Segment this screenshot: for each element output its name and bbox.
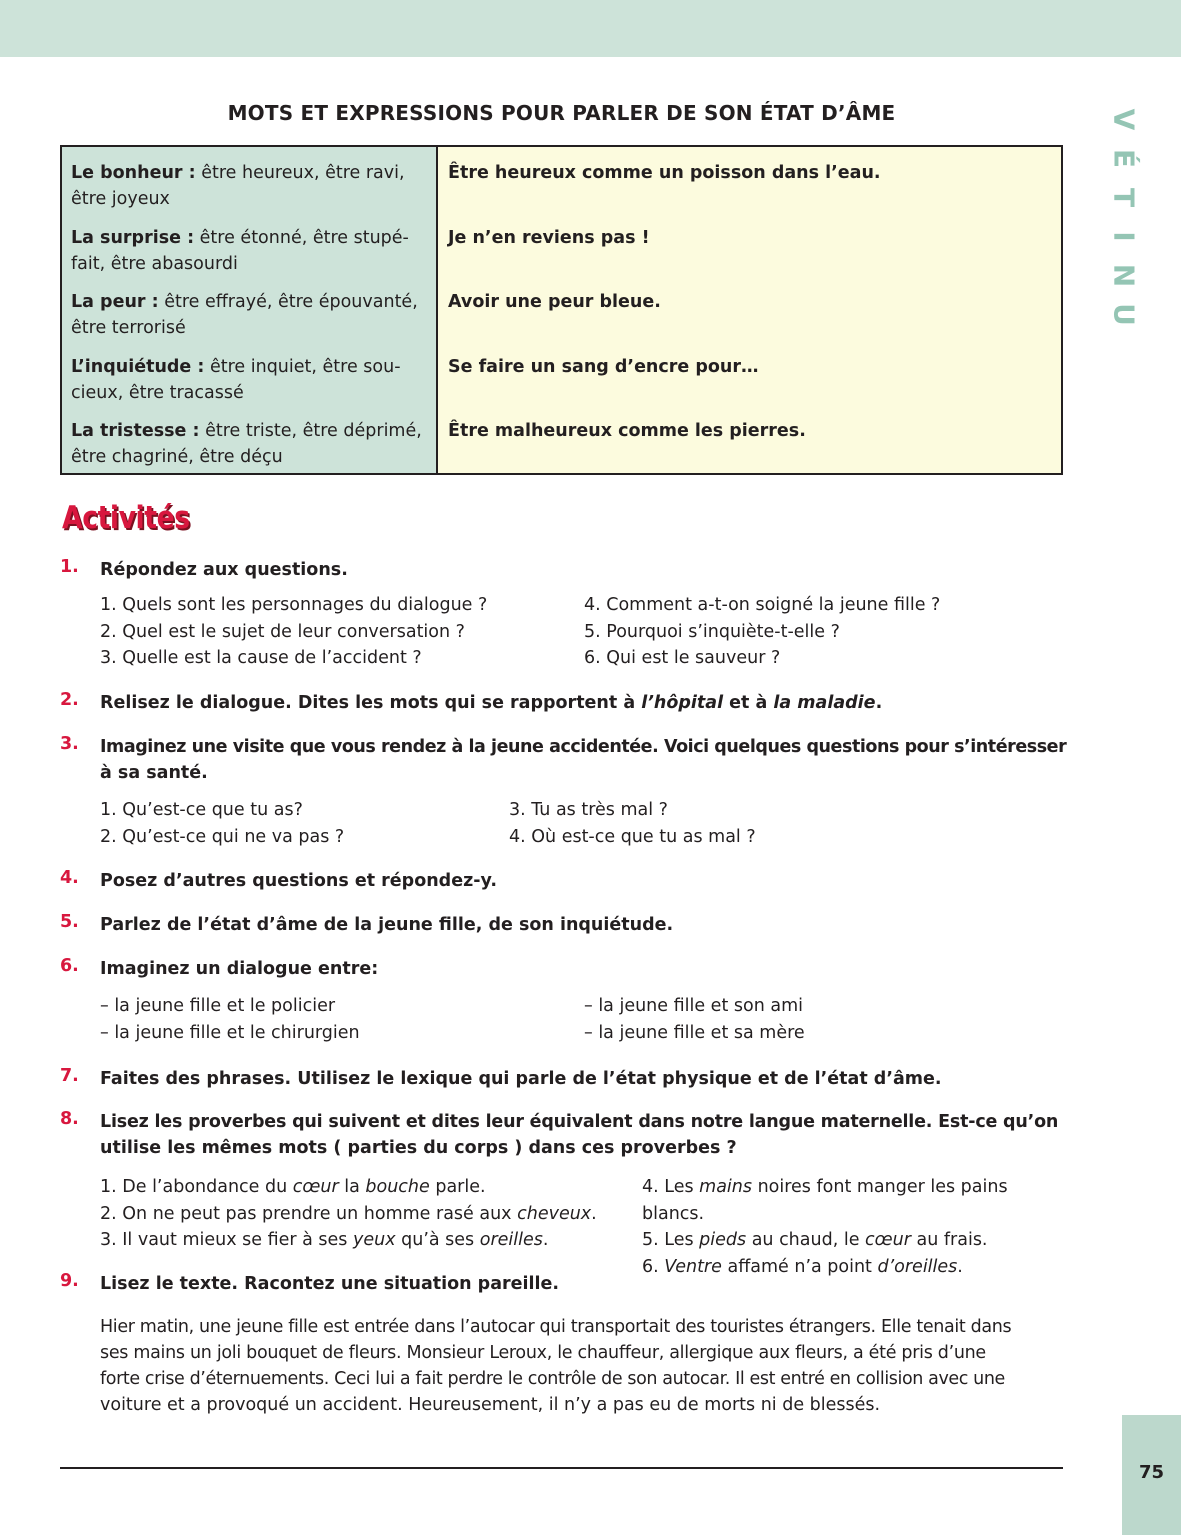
term: La peur : (71, 292, 159, 312)
emphasis: yeux (352, 1230, 396, 1250)
vocab-title: MOTS ET EXPRESSIONS POUR PARLER DE SON ÉTAT D’ÂME (227, 101, 896, 125)
pair: – la jeune fille et le policier (100, 996, 336, 1016)
activity-instruction (100, 1109, 1065, 1161)
definition: être inquiet, être sou- (204, 356, 401, 377)
term: Le bonheur : (71, 163, 196, 183)
definition: être joyeux (71, 189, 170, 209)
side-letter: V (1107, 108, 1141, 131)
definition: cieux, être tracassé (71, 382, 244, 403)
text: 2. On ne peut pas prendre un homme rasé aux (100, 1203, 518, 1224)
definition: être triste, être déprimé, (199, 421, 422, 441)
footer-rule (60, 1467, 1063, 1469)
text: . (542, 1230, 549, 1250)
emphasis: Ventre (664, 1256, 722, 1277)
question: 1. Qu’est-ce que tu as? (100, 800, 303, 820)
activity-instruction: Posez d’autres questions et répondez-y. (100, 871, 497, 891)
vocab-term-row (71, 418, 428, 483)
pair: – la jeune fille et son ami (584, 996, 803, 1016)
question: 3. Quelle est la cause de l’accident ? (100, 648, 422, 668)
definition: fait, être abasourdi (71, 253, 238, 274)
expression: Se faire un sang d’encre pour… (448, 356, 759, 377)
question: 5. Pourquoi s’inquiète-t-elle ? (584, 621, 840, 642)
question: 6. Qui est le sauveur ? (584, 648, 781, 668)
proverb-column (642, 1174, 1065, 1280)
proverb (642, 1174, 1065, 1227)
vocab-term-row (71, 225, 428, 290)
activity-number: 2. (60, 690, 79, 710)
activity-number: 9. (60, 1271, 79, 1291)
activity-instruction (100, 690, 1065, 716)
vocab-table (60, 145, 1063, 475)
definition: être effrayé, être épouvanté, (158, 292, 418, 312)
definition: être terrorisé (71, 318, 186, 338)
emphasis: d’oreilles (877, 1256, 958, 1277)
text: Relisez le dialogue. Dites les mots qui se rapportent à (100, 693, 642, 713)
proverb (100, 1201, 597, 1228)
emphasis: mains (699, 1177, 752, 1197)
activity-number: 7. (60, 1066, 79, 1086)
side-letter: I (1107, 231, 1141, 242)
activity-instruction (100, 734, 1065, 786)
text: affamé n’a point (721, 1256, 878, 1277)
emphasis: bouche (365, 1177, 430, 1197)
side-letter: T (1107, 187, 1141, 208)
text: 1. De l’abondance du (100, 1177, 293, 1197)
vocab-terms-column (62, 147, 438, 473)
proverb (100, 1227, 597, 1254)
text: . (591, 1203, 597, 1224)
vocab-term-row (71, 354, 428, 419)
text: qu’à ses (395, 1230, 480, 1250)
question: 2. Quel est le sujet de leur conversation ? (100, 621, 465, 642)
text: . (875, 693, 883, 713)
activity-number: 5. (60, 912, 79, 932)
expression: Être heureux comme un poisson dans l’eau. (448, 163, 881, 183)
text: 4. Les (642, 1177, 700, 1197)
text: . (957, 1256, 963, 1277)
proverb (642, 1227, 1065, 1254)
text: 6. (642, 1256, 665, 1277)
definition: être étonné, être stupé- (194, 227, 409, 248)
term: La tristesse : (71, 421, 200, 441)
text: utilise les mêmes mots ( parties du corps ) dans ces proverbes ? (100, 1138, 737, 1158)
activity-instruction: Lisez le texte. Racontez une situation pareille. (100, 1274, 560, 1294)
emphasis: cœur (865, 1230, 911, 1250)
paragraph-line: voiture et a provoqué un accident. Heureusement, il n’y a pas eu de morts ni de blessés. (100, 1395, 881, 1415)
question-column (584, 592, 940, 672)
question: 1. Quels sont les personnages du dialogue ? (100, 595, 488, 615)
activity-instruction: Parlez de l’état d’âme de la jeune fille, de son inquiétude. (100, 915, 674, 935)
emphasis: cœur (292, 1177, 339, 1197)
vocab-expressions-column (438, 147, 1061, 473)
paragraph-line: Hier matin, une jeune fille est entrée dans l’autocar qui transportait des touristes étrangers. Elle tenait dans (100, 1317, 1012, 1337)
emphasis: cheveux (517, 1203, 592, 1224)
emphasis: oreilles (479, 1230, 543, 1250)
text: au chaud, le (746, 1230, 866, 1250)
definition: être heureux, être ravi, (195, 163, 405, 183)
reading-paragraph (100, 1314, 1065, 1418)
proverb-column (100, 1174, 597, 1254)
question-column (100, 592, 487, 672)
paragraph-line: forte crise d’éternuements. Ceci lui a fait perdre le contrôle de son autocar. Il est entré en collision avec une (100, 1369, 1005, 1389)
top-banner (0, 0, 1181, 57)
emphasis: l’hôpital (641, 693, 724, 713)
question-column (509, 797, 756, 850)
activity-instruction: Imaginez un dialogue entre: (100, 959, 379, 979)
pair: – la jeune fille et le chirurgien (100, 1022, 360, 1043)
side-letter: É (1107, 148, 1141, 169)
text: et à (723, 693, 774, 713)
vocab-term-row (71, 289, 428, 354)
text: parle. (429, 1177, 486, 1197)
question-column (100, 797, 344, 850)
activity-instruction: Faites des phrases. Utilisez le lexique qui parle de l’état physique et de l’état d’âme. (100, 1069, 942, 1089)
pair-column (584, 993, 805, 1046)
activity-number: 8. (60, 1109, 79, 1129)
expression: Avoir une peur bleue. (448, 292, 661, 312)
activity-number: 3. (60, 734, 79, 754)
activity-number: 1. (60, 557, 79, 577)
text: Imaginez une visite que vous rendez à la jeune accidentée. Voici quelques questions pour s’intéresser (100, 737, 1067, 757)
activity-number: 6. (60, 956, 79, 976)
text: à sa santé. (100, 763, 208, 783)
text: 3. Il vaut mieux se fier à ses (100, 1230, 353, 1250)
text: noires font manger les pains blancs. (642, 1177, 1008, 1224)
question: 2. Qu’est-ce qui ne va pas ? (100, 826, 345, 847)
text: 5. Les (642, 1230, 700, 1250)
vocab-term-row (71, 160, 428, 225)
expression: Je n’en reviens pas ! (448, 227, 650, 248)
emphasis: pieds (699, 1230, 747, 1250)
term: La surprise : (71, 227, 195, 248)
activity-instruction: Répondez aux questions. (100, 560, 348, 580)
definition: être chagriné, être déçu (71, 447, 283, 467)
paragraph-line: ses mains un joli bouquet de fleurs. Monsieur Leroux, le chauffeur, allergique aux fleurs, a été pris d’une (100, 1343, 986, 1363)
term: L’inquiétude : (71, 356, 205, 377)
side-letter: U (1107, 303, 1141, 326)
proverb (100, 1174, 597, 1201)
question: 4. Comment a-t-on soigné la jeune fille ? (584, 595, 941, 615)
expression: Être malheureux comme les pierres. (448, 421, 806, 441)
side-letter: N (1107, 263, 1141, 288)
page-number: 75 (1138, 1462, 1165, 1483)
text: la (338, 1177, 366, 1197)
question: 4. Où est-ce que tu as mal ? (509, 826, 756, 847)
unit-side-label (1108, 100, 1140, 334)
activity-number: 4. (60, 868, 79, 888)
activities-heading: Activités (62, 500, 190, 536)
question: 3. Tu as très mal ? (509, 800, 668, 820)
pair: – la jeune fille et sa mère (584, 1022, 805, 1043)
pair-column (100, 993, 360, 1046)
text: au frais. (910, 1230, 988, 1250)
text: Lisez les proverbes qui suivent et dites leur équivalent dans notre langue maternelle. Est-ce qu’on (100, 1112, 1059, 1132)
emphasis: la maladie (773, 693, 876, 713)
